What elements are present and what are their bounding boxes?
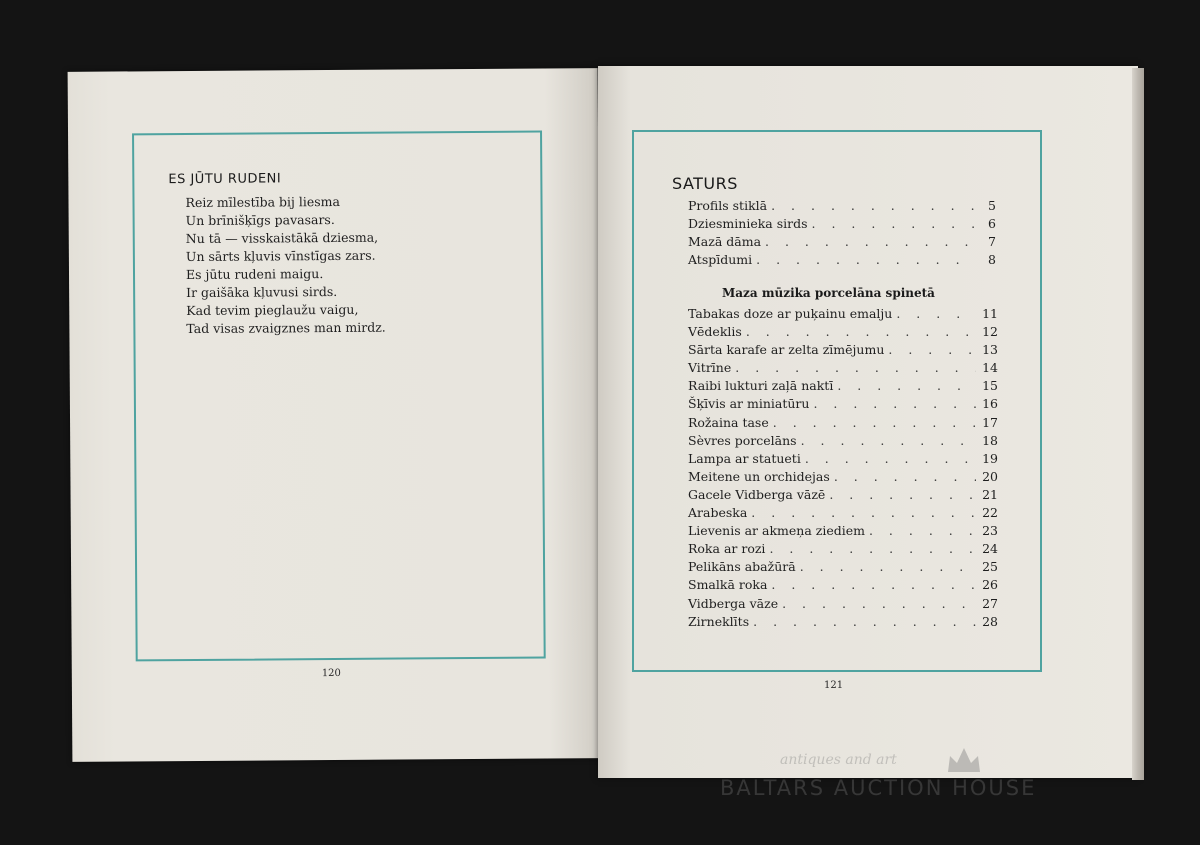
toc-entry-page: 15	[982, 378, 998, 394]
toc-entry-page: 11	[982, 306, 998, 321]
toc-entry-title: Arabeska	[688, 505, 748, 521]
toc-entry-page: 13	[982, 342, 998, 358]
toc-entry-title: Pelikāns abažūrā	[688, 559, 796, 575]
toc-entry-title: Zirneklīts	[688, 613, 750, 629]
toc-leader-dots	[869, 523, 976, 538]
toc-entry-title: Vēdeklis	[688, 324, 742, 340]
toc-entry-page: 14	[982, 360, 998, 376]
toc-entry	[688, 324, 998, 342]
toc-leader-dots	[829, 487, 976, 502]
toc-entry	[688, 306, 998, 324]
toc-leader-dots	[812, 216, 974, 231]
toc-leader-dots	[756, 252, 974, 267]
watermark-script-text: antiques and art	[780, 752, 897, 768]
toc-entry-title: Raibi lukturi zaļā naktī	[688, 378, 834, 394]
toc-entry-page: 28	[982, 613, 998, 629]
page-stack-edge	[1132, 68, 1144, 780]
toc-entry-title: Roka ar rozi	[688, 541, 766, 557]
toc-leader-dots	[782, 596, 976, 611]
toc-leader-dots	[765, 234, 974, 249]
toc-list-b	[688, 306, 998, 632]
poem-line: Kad tevim pieglaužu vaigu,	[186, 301, 359, 319]
toc-entry-page: 6	[988, 216, 996, 232]
toc-entry	[688, 198, 996, 216]
toc-entry-title: Rožaina tase	[688, 414, 769, 430]
toc-entry	[688, 469, 998, 487]
toc-entry-title: Vidberga vāze	[688, 595, 779, 611]
toc-entry	[688, 378, 998, 396]
toc-entry	[688, 523, 998, 541]
toc-entry-title: Lievenis ar akmeņa ziediem	[688, 523, 865, 539]
toc-entry-title: Atspīdumi	[688, 252, 753, 268]
toc-entry	[688, 559, 998, 577]
toc-entry-title: Dziesminieka sirds	[688, 216, 808, 232]
crown-icon	[944, 744, 984, 776]
toc-leader-dots	[896, 306, 976, 321]
toc-entry-page: 24	[982, 541, 998, 557]
toc-leader-dots	[805, 451, 976, 466]
toc-entry	[688, 252, 996, 270]
toc-entry-title: Smalkā roka	[688, 577, 768, 593]
toc-entry-page: 20	[982, 468, 998, 484]
toc-leader-dots	[834, 469, 976, 484]
poem-line: Nu tā — visskaistākā dziesma,	[185, 229, 379, 247]
toc-entry-title: Vitrīne	[688, 360, 732, 376]
toc-entry-title: Meitene un orchidejas	[688, 468, 830, 484]
toc-entry-page: 12	[982, 324, 998, 340]
toc-entry	[688, 216, 996, 234]
toc-entry-page: 23	[982, 523, 998, 539]
poem-line: Tad visas zvaigznes man mirdz.	[186, 319, 386, 337]
toc-entry	[688, 487, 998, 505]
toc-entry-page: 16	[982, 396, 998, 412]
toc-entry-page: 25	[982, 559, 998, 575]
toc-entry	[688, 577, 998, 595]
toc-leader-dots	[800, 559, 976, 574]
watermark	[720, 752, 1120, 812]
toc-entry	[688, 596, 998, 614]
page-number: 121	[824, 680, 844, 691]
toc-entry	[688, 234, 996, 252]
toc-leader-dots	[771, 198, 974, 213]
toc-entry-page: 5	[988, 198, 996, 213]
toc-entry	[688, 433, 998, 451]
poem-line: Ir gaišāka kļuvusi sirds.	[186, 283, 338, 301]
toc-entry-page: 22	[982, 505, 998, 521]
toc-entry-page: 26	[982, 577, 998, 593]
poem-line: Es jūtu rudeni maigu.	[185, 266, 324, 283]
watermark-main-text: BALTARS AUCTION HOUSE	[720, 776, 1037, 800]
toc-leader-dots	[746, 324, 976, 339]
toc-entry-title: Sèvres porcelāns	[688, 432, 797, 448]
toc-leader-dots	[773, 415, 976, 430]
toc-entry	[688, 451, 998, 469]
toc-entry	[688, 415, 998, 433]
toc-entry-title: Lampa ar statueti	[688, 450, 801, 466]
toc-entry-title: Profils stiklā	[688, 198, 768, 213]
toc-leader-dots	[837, 378, 976, 393]
poem-line: Un brīnišķīgs pavasars.	[185, 211, 335, 229]
toc-list-a	[688, 198, 996, 270]
toc-entry-title: Sārta karafe ar zelta zīmējumu	[688, 342, 885, 358]
toc-entry	[688, 614, 998, 632]
toc-entry	[688, 342, 998, 360]
toc-leader-dots	[769, 541, 976, 556]
toc-leader-dots	[813, 396, 976, 411]
toc-entry-page: 18	[982, 432, 998, 448]
poem-line: Un sārts kļuvis vīnstīgas zars.	[185, 247, 376, 265]
right-page	[598, 66, 1138, 778]
left-page	[68, 68, 603, 762]
toc-entry-page: 21	[982, 486, 998, 502]
toc-entry-page: 8	[988, 252, 996, 268]
toc-leader-dots	[751, 505, 976, 520]
toc-entry	[688, 360, 998, 378]
toc-leader-dots	[888, 342, 976, 357]
poem-title: ES JŪTU RUDENI	[168, 171, 282, 188]
toc-entry-title: Tabakas doze ar puķainu emalju	[688, 306, 893, 321]
toc-entry-title: Šķīvis ar miniatūru	[688, 396, 810, 412]
poem-body	[185, 193, 385, 338]
toc-leader-dots	[735, 360, 976, 375]
toc-entry	[688, 396, 998, 414]
toc-entry	[688, 505, 998, 523]
toc-leader-dots	[771, 577, 976, 592]
poem-line: Reiz mīlestība bij liesma	[185, 193, 340, 211]
page-number: 120	[321, 667, 341, 680]
toc-entry-page: 27	[982, 595, 998, 611]
toc-leader-dots	[801, 433, 976, 448]
toc-entry	[688, 541, 998, 559]
toc-entry-title: Gacele Vidberga vāzē	[688, 486, 826, 502]
toc-entry-page: 19	[982, 450, 998, 466]
toc-section-title: Maza mūzika porcelāna spinetā	[722, 286, 935, 300]
toc-entry-title: Mazā dāma	[688, 234, 762, 250]
toc-entry-page: 7	[988, 234, 996, 250]
toc-leader-dots	[753, 614, 976, 629]
toc-entry-page: 17	[982, 414, 998, 430]
toc-heading: SATURS	[672, 174, 738, 193]
